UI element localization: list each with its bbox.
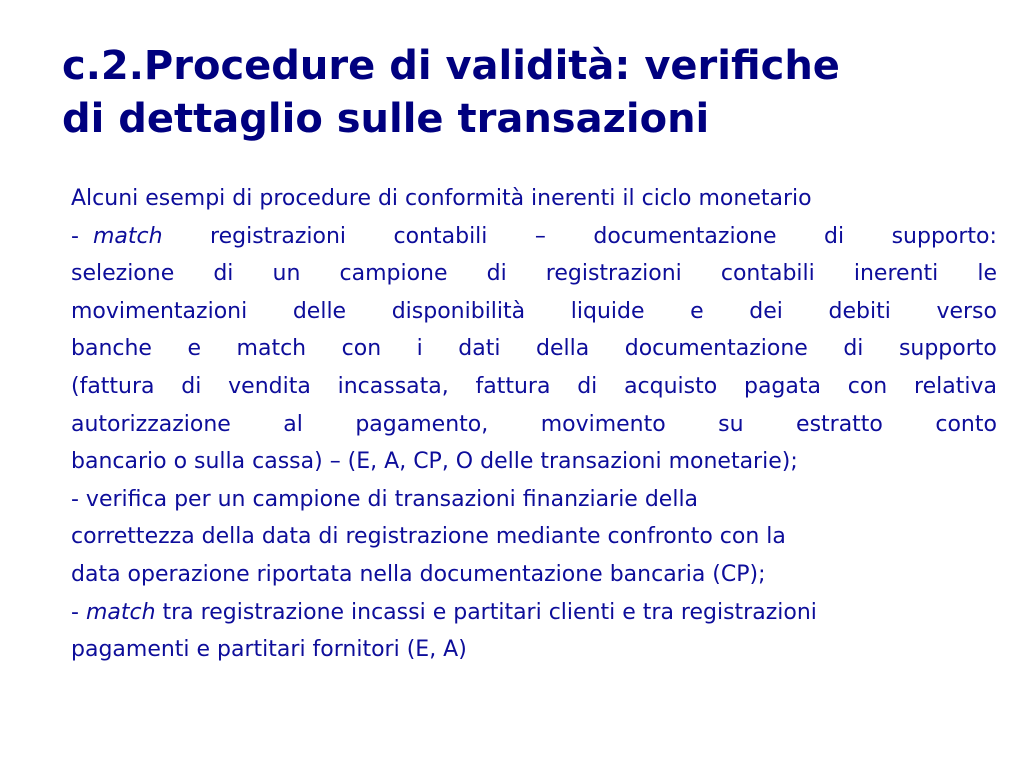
item3-line-1-rest: tra registrazione incassi e partitari clienti e tra registrazioni [155,599,817,625]
item2-line-1: - verifica per un campione di transazioni finanziarie della [71,486,699,512]
item1-word: dati [458,336,501,362]
item1-word: di [824,223,845,249]
item1-word: della [536,336,590,362]
item1-word: con [847,373,888,399]
item3-line-1 [71,594,997,632]
item1-word: di [486,261,507,287]
item1-dash: - [71,223,79,249]
item1-line-3 [71,293,997,331]
item1-word: selezione [71,261,175,287]
item2-line-2: correttezza della data di registrazione mediante confronto con la [71,524,786,550]
item3-match-term: match [85,599,156,625]
item3-line-2: pagamenti e partitari fornitori (E, A) [71,637,467,663]
item1-word: acquisto [624,373,718,399]
item1-word: su [718,411,744,437]
item1-line-6 [71,406,997,444]
item1-word: di [577,373,598,399]
item1-word: estratto [796,411,883,437]
item1-word: fattura [475,373,551,399]
slide-title-line-1: c.2.Procedure di validità: verifiche [62,43,840,89]
item1-word: campione [339,261,448,287]
item1-word: contabili [720,261,815,287]
item1-word: incassata, [337,373,449,399]
item1-word: – [534,223,546,249]
item1-word: verso [936,298,997,324]
item1-word: e [690,298,704,324]
item1-line-7: bancario o sulla cassa) – (E, A, CP, O delle transazioni monetarie); [71,449,798,475]
item1-line-4 [71,330,997,368]
item2-line-3: data operazione riportata nella documentazione bancaria (CP); [71,561,766,587]
item1-word: movimento [540,411,666,437]
item1-word: con [341,336,382,362]
item1-word: match [236,336,307,362]
item1-word: supporto: [891,223,997,249]
slide-title-line-2: di dettaglio sulle transazioni [62,96,710,142]
item3-dash: - [71,599,86,625]
item1-word: autorizzazione [71,411,231,437]
slide-title [62,40,1002,146]
item1-line-1 [71,218,997,256]
item1-word: inerenti [853,261,939,287]
item1-word: le [977,261,997,287]
item1-word: conto [935,411,997,437]
item1-word: pagamento, [355,411,489,437]
item1-word: movimentazioni [71,298,248,324]
item1-word: di [181,373,202,399]
item1-word: delle [292,298,347,324]
item1-word: documentazione [624,336,808,362]
item1-word: pagata [743,373,821,399]
item1-first-token [71,218,163,256]
item1-word: (fattura [71,373,155,399]
item1-word: contabili [393,223,488,249]
item1-word: disponibilità [391,298,526,324]
item1-word: supporto [898,336,997,362]
item1-word: documentazione [593,223,777,249]
item1-word: liquide [570,298,645,324]
item1-line-5 [71,368,997,406]
item1-word: debiti [828,298,891,324]
item1-word: i [416,336,423,362]
item1-word: dei [749,298,783,324]
intro-line: Alcuni esempi di procedure di conformità inerenti il ciclo monetario [71,186,812,211]
item1-match-term: match [92,223,163,249]
item1-word: banche [71,336,152,362]
item1-line-2 [71,255,997,293]
item1-word: di [213,261,234,287]
item1-word: vendita [228,373,311,399]
item1-word: registrazioni [210,223,346,249]
item1-word: registrazioni [545,261,682,287]
item1-word: di [843,336,864,362]
slide-body [71,180,997,669]
item1-word: un [272,261,301,287]
item1-word: relativa [914,373,997,399]
item1-word: e [187,336,202,362]
item1-word: al [283,411,303,437]
